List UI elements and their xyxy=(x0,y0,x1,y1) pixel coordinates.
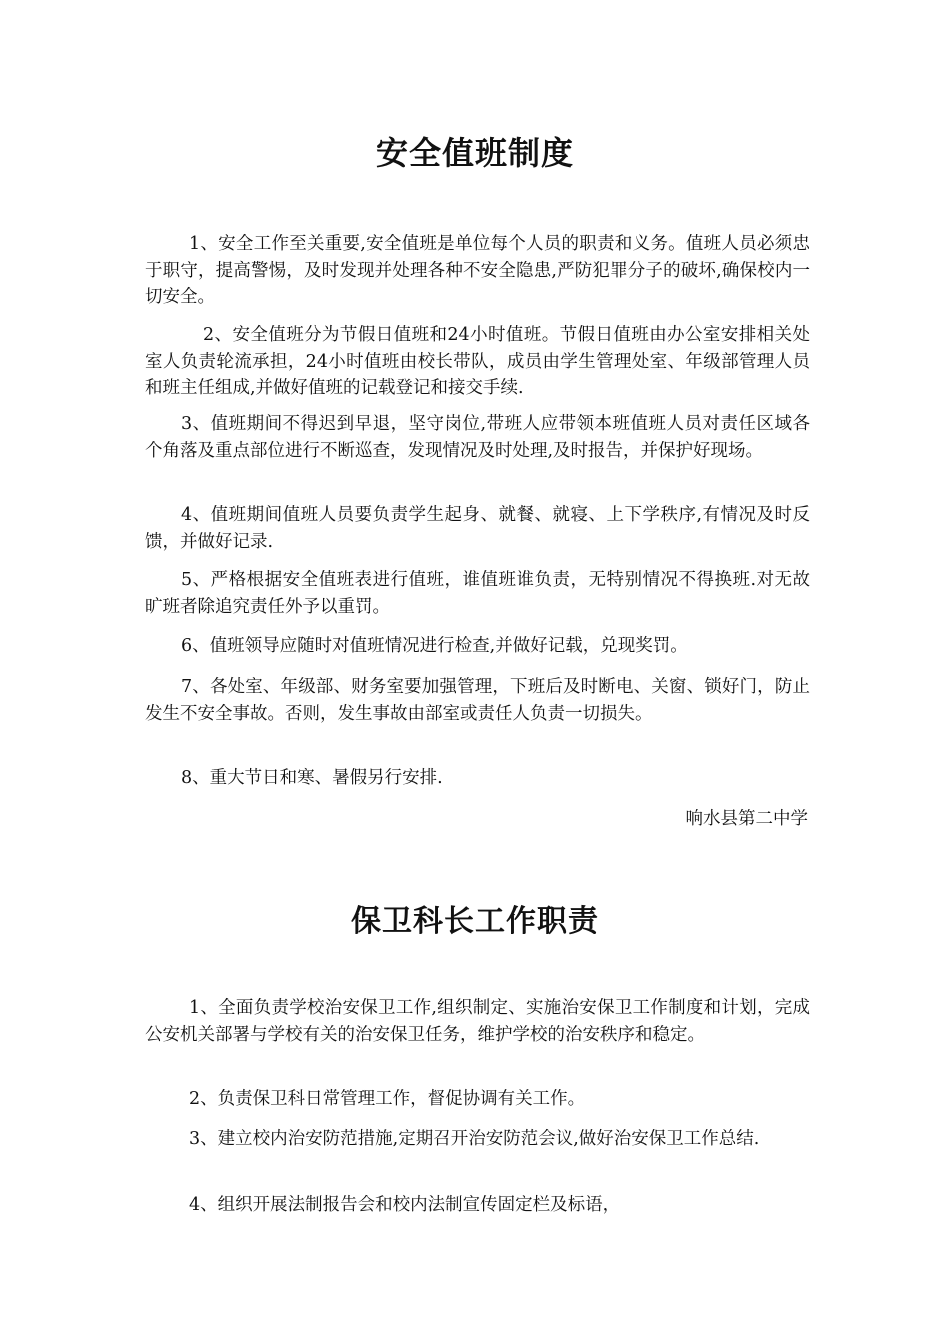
duty-rule-6: 6、值班领导应随时对值班情况进行检查,并做好记载，兑现奖罚。 xyxy=(181,636,688,656)
school-signature: 响水县第二中学 xyxy=(685,809,808,829)
security-duty-3: 3、建立校内治安防范措施,定期召开治安防范会议,做好治安保卫工作总结. xyxy=(189,1129,760,1149)
duty-rule-3: 3、值班期间不得迟到早退，坚守岗位,带班人应带领本班值班人员对责任区域各个角落及重点部位进行不断巡查，发现情况及时处理,及时报告，并保护好现场。 xyxy=(145,414,810,461)
duty-rule-1: 1、安全工作至关重要,安全值班是单位每个人员的职责和义务。值班人员必须忠于职守，提高警惕，及时发现并处理各种不安全隐患,严防犯罪分子的破坏,确保校内一切安全。 xyxy=(145,234,810,307)
duty-rule-5: 5、严格根据安全值班表进行值班，谁值班谁负责，无特别情况不得换班.对无故旷班者除追究责任外予以重罚。 xyxy=(145,570,810,617)
security-duty-1: 1、全面负责学校治安保卫工作,组织制定、实施治安保卫工作制度和计划，完成公安机关部署与学校有关的治安保卫任务，维护学校的治安秩序和稳定。 xyxy=(145,998,810,1045)
duty-rule-4: 4、值班期间值班人员要负责学生起身、就餐、就寝、上下学秩序,有情况及时反馈，并做好记录. xyxy=(145,505,810,552)
security-duty-2: 2、负责保卫科日常管理工作，督促协调有关工作。 xyxy=(189,1089,586,1109)
section-title-duty-system: 安全值班制度 xyxy=(375,134,574,172)
duty-rule-2: 2、安全值班分为节假日值班和24小时值班。节假日值班由办公室安排相关处室人负责轮流承担，24小时值班由校长带队，成员由学生管理处室、年级部管理人员和班主任组成,并做好值班的记载登记和接交手续. xyxy=(145,325,810,398)
duty-rule-7: 7、各处室、年级部、财务室要加强管理，下班后及时断电、关窗、锁好门，防止发生不安全事故。否则，发生事故由部室或责任人负责一切损失。 xyxy=(145,677,810,724)
security-duty-4: 4、组织开展法制报告会和校内法制宣传固定栏及标语， xyxy=(189,1195,621,1215)
duty-rule-8: 8、重大节日和寒、暑假另行安排. xyxy=(181,768,443,788)
section-title-security-chief-duties: 保卫科长工作职责 xyxy=(351,904,599,939)
